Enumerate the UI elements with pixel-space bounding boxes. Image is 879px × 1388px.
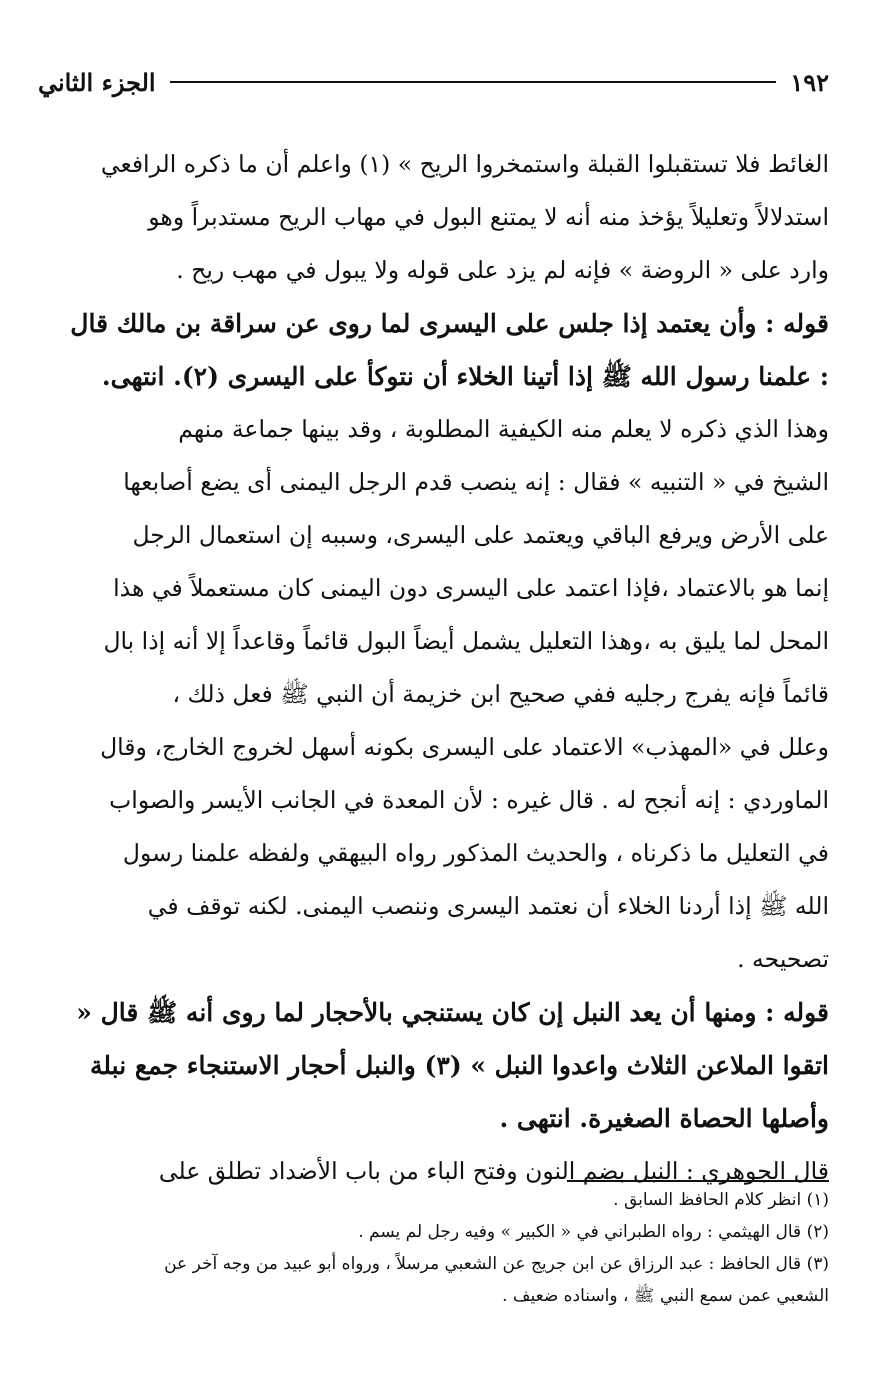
text-line: قائماً فإنه يفرج رجليه ففي صحيح ابن خزيمة أن النبي ﷺ فعل ذلك ،: [172, 680, 829, 708]
quoted-heading-line: اتقوا الملاعن الثلاث واعدوا النبل » (٣) والنبل أحجار الاستنجاء جمع نبلة: [90, 1051, 829, 1080]
text-line: إنما هو بالاعتماد ،فإذا اعتمد على اليسرى دون اليمنى كان مستعملاً في هذا: [113, 574, 829, 602]
text-line: وعلل في «المهذب» الاعتماد على اليسرى بكونه أسهل لخروج الخارج، وقال: [100, 733, 829, 761]
footnotes: [38, 1184, 829, 1312]
text-line: قال الجوهري : النبل بضم النون وفتح الباء من باب الأضداد تطلق على: [158, 1157, 829, 1185]
page-number: ١٩٢: [790, 67, 829, 97]
text-line: المحل لما يليق به ،وهذا التعليل يشمل أيضاً البول قائماً وقاعداً إلا أنه إذا بال: [103, 627, 829, 655]
header-rule: [170, 81, 777, 83]
quoted-heading-line: : علمنا رسول الله ﷺ إذا أتينا الخلاء أن نتوكأ على اليسرى (٢). انتهى.: [101, 362, 829, 391]
quoted-heading-line: قوله : ومنها أن يعد النبل إن كان يستنجي بالأحجار لما روى أنه ﷺ قال «: [76, 998, 829, 1027]
text-line: على الأرض ويرفع الباقي ويعتمد على اليسرى، وسببه إن استعمال الرجل: [132, 521, 829, 549]
footnote-line: الشعبي عمن سمع النبي ﷺ ، واسناده ضعيف .: [502, 1286, 829, 1306]
text-line: استدلالاً وتعليلاً يؤخذ منه أنه لا يمتنع البول في مهاب الريح مستدبراً وهو: [148, 203, 829, 231]
part-title: الجزء الثاني: [38, 67, 156, 97]
quoted-heading-line: قوله : وأن يعتمد إذا جلس على اليسرى لما روى عن سراقة بن مالك قال: [70, 309, 829, 338]
text-line: تصحيحه .: [737, 945, 829, 973]
text-line: الماوردي : إنه أنجح له . قال غيره : لأن المعدة في الجانب الأيسر والصواب: [109, 786, 829, 814]
running-header: [38, 62, 829, 102]
text-line: وارد على « الروضة » فإنه لم يزد على قوله ولا يبول في مهب ريح .: [176, 256, 829, 284]
text-line: في التعليل ما ذكرناه ، والحديث المذكور رواه البيهقي ولفظه علمنا رسول: [122, 839, 829, 867]
footnote-separator: [567, 1180, 829, 1182]
footnote-line: (١) انظر كلام الحافظ السابق .: [613, 1190, 829, 1210]
text-line: الشيخ في « التنبيه » فقال : إنه ينصب قدم الرجل اليمنى أى يضع أصابعها: [123, 468, 829, 496]
text-line: الغائط فلا تستقبلوا القبلة واستمخروا الريح » (١) واعلم أن ما ذكره الرافعي: [100, 150, 829, 178]
footnote-line: (٣) قال الحافظ : عبد الرزاق عن ابن جريج عن الشعبي مرسلاً ، ورواه أبو عبيد من وجه آخر عن: [164, 1254, 829, 1274]
quoted-heading-line: وأصلها الحصاة الصغيرة. انتهى .: [499, 1104, 829, 1133]
main-text: [38, 138, 829, 1198]
text-line: الله ﷺ إذا أردنا الخلاء أن نعتمد اليسرى وننصب اليمنى. لكنه توقف في: [147, 892, 829, 920]
text-line: وهذا الذي ذكره لا يعلم منه الكيفية المطلوبة ، وقد بينها جماعة منهم: [178, 415, 829, 443]
footnote-line: (٢) قال الهيثمي : رواه الطبراني في « الكبير » وفيه رجل لم يسم .: [358, 1222, 829, 1242]
